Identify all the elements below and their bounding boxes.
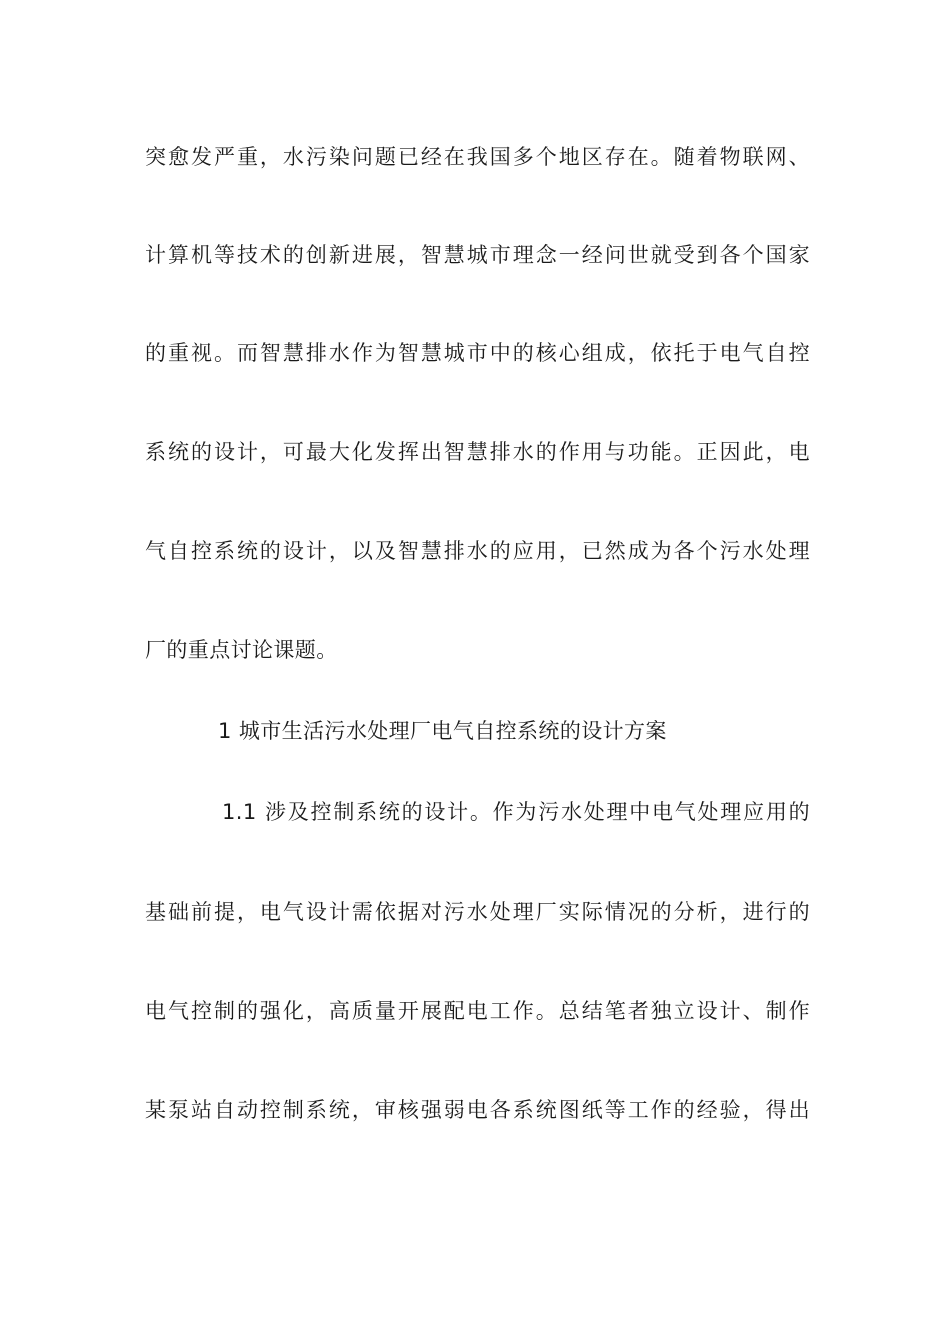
paragraph-line: 突愈发严重，水污染问题已经在我国多个地区存在。随着物联网、 [145,145,810,169]
paragraph-line-last: 厂的重点讨论课题。 [145,638,338,662]
paragraph-line: 某泵站自动控制系统，审核强弱电各系统图纸等工作的经验，得出 [145,1098,810,1122]
paragraph-line: 气自控系统的设计，以及智慧排水的应用，已然成为各个污水处理 [145,539,810,563]
paragraph-line: 的重视。而智慧排水作为智慧城市中的核心组成，依托于电气自控 [145,341,810,365]
paragraph-line: 基础前提，电气设计需依据对污水处理厂实际情况的分析，进行的 [145,900,810,924]
paragraph-line: 系统的设计，可最大化发挥出智慧排水的作用与功能。正因此，电 [145,440,810,464]
paragraph-line: 计算机等技术的创新进展，智慧城市理念一经问世就受到各个国家 [145,243,810,267]
subsection-first-line: 1.1 涉及控制系统的设计。作为污水处理中电气处理应用的 [222,800,810,824]
section-heading: 1 城市生活污水处理厂电气自控系统的设计方案 [218,719,667,743]
paragraph-line: 电气控制的强化，高质量开展配电工作。总结笔者独立设计、制作 [145,999,810,1023]
